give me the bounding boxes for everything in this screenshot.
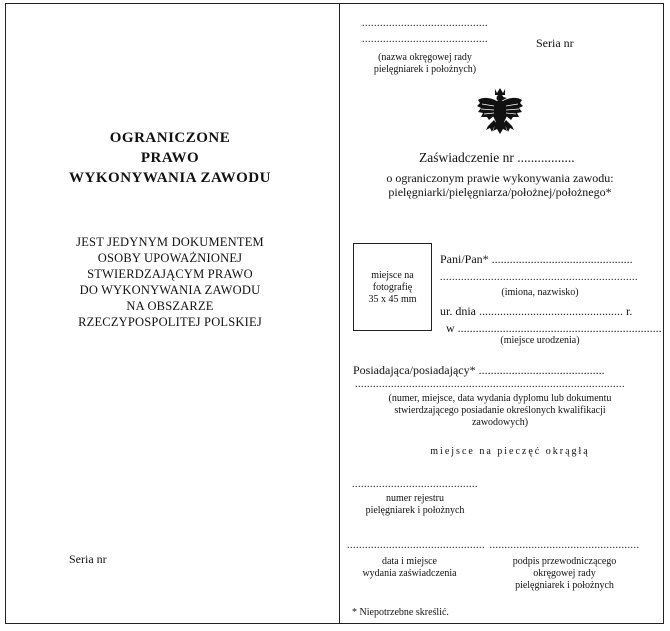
council-caption <box>350 52 500 76</box>
diploma-dots: .......................................................................................... <box>355 379 625 390</box>
caption-line: stwierdzającego posiadanie określonych kwalifikacji <box>394 405 606 416</box>
subtitle-line: o ograniczonym prawie wykonywania zawodu: <box>386 171 614 185</box>
caption-line: wydania zaświadczenia <box>362 568 457 579</box>
eagle-emblem-icon <box>476 86 524 138</box>
left-seria: Seria nr <box>69 552 107 566</box>
holding-field: Posiadająca/posiadający* .......................................... <box>353 363 605 377</box>
statement-line: RZECZYPOSPOLITEJ POLSKIEJ <box>78 315 262 329</box>
caption-line: numer rejestru <box>385 493 445 504</box>
photo-label-line: miejsce na <box>371 270 414 281</box>
birth-place-field: w .................................................................... <box>446 321 662 335</box>
statement-line: OSOBY UPOWAŻNIONEJ <box>97 251 243 265</box>
caption-line: pielęgniarek i położnych) <box>373 64 477 75</box>
signature-dots: .................................................. <box>489 540 640 551</box>
statement-line: STWIERDZAJĄCYM PRAWO <box>87 267 253 281</box>
council-dots: .......................................... <box>362 34 488 45</box>
stamp-placeholder: miejsce na pieczęć okrągłą <box>430 446 590 457</box>
fold-line <box>339 3 340 624</box>
birth-caption: (miejsce urodzenia) <box>500 335 580 346</box>
left-statement <box>20 234 320 330</box>
photo-label-line: 35 x 45 mm <box>368 294 417 305</box>
caption-line: zawodowych) <box>471 417 529 428</box>
birth-date-field: ur. dnia ................................................ r. <box>440 304 633 318</box>
caption-line: okręgowej rady <box>533 568 596 579</box>
caption-line: (numer, miejsce, data wydania dyplomu lub dokumentu <box>388 393 612 404</box>
left-title-line: OGRANICZONE <box>109 130 231 146</box>
caption-line: pielęgniarek i położnych <box>365 505 465 516</box>
signature-caption <box>482 556 647 592</box>
name-dots: .................................................................. <box>440 272 638 283</box>
date-caption <box>347 556 472 580</box>
left-title <box>20 128 320 188</box>
left-title-line: PRAWO <box>140 150 200 166</box>
pani-pan-field: Pani/Pan* ............................................... <box>440 252 633 266</box>
left-title-line: WYKONYWANIA ZAWODU <box>69 170 271 186</box>
statement-line: JEST JEDYNYM DOKUMENTEM <box>76 235 264 249</box>
council-dots: .......................................... <box>362 18 488 29</box>
register-dots: .......................................... <box>352 479 478 490</box>
date-dots: .............................................. <box>347 540 485 551</box>
caption-line: podpis przewodniczącego <box>512 556 617 567</box>
name-caption: (imiona, nazwisko) <box>501 287 579 298</box>
certificate-title: Zaświadczenie nr ................. <box>419 150 575 165</box>
register-caption <box>350 493 480 517</box>
statement-line: DO WYKONYWANIA ZAWODU <box>79 283 261 297</box>
certificate-subtitle <box>350 171 650 199</box>
caption-line: pielęgniarek i położnych <box>515 580 614 591</box>
right-seria: Seria nr <box>536 36 574 50</box>
diploma-caption <box>350 393 650 429</box>
photo-label <box>354 270 431 306</box>
caption-line: (nazwa okręgowej rady <box>378 52 472 63</box>
subtitle-line: pielęgniarki/pielęgniarza/położnej/położnego* <box>388 185 612 199</box>
footnote: * Niepotrzebne skreślić. <box>352 607 449 618</box>
photo-label-line: fotografię <box>372 282 413 293</box>
statement-line: NA OBSZARZE <box>126 299 214 313</box>
caption-line: data i miejsce <box>382 556 437 567</box>
photo-box <box>353 243 432 331</box>
